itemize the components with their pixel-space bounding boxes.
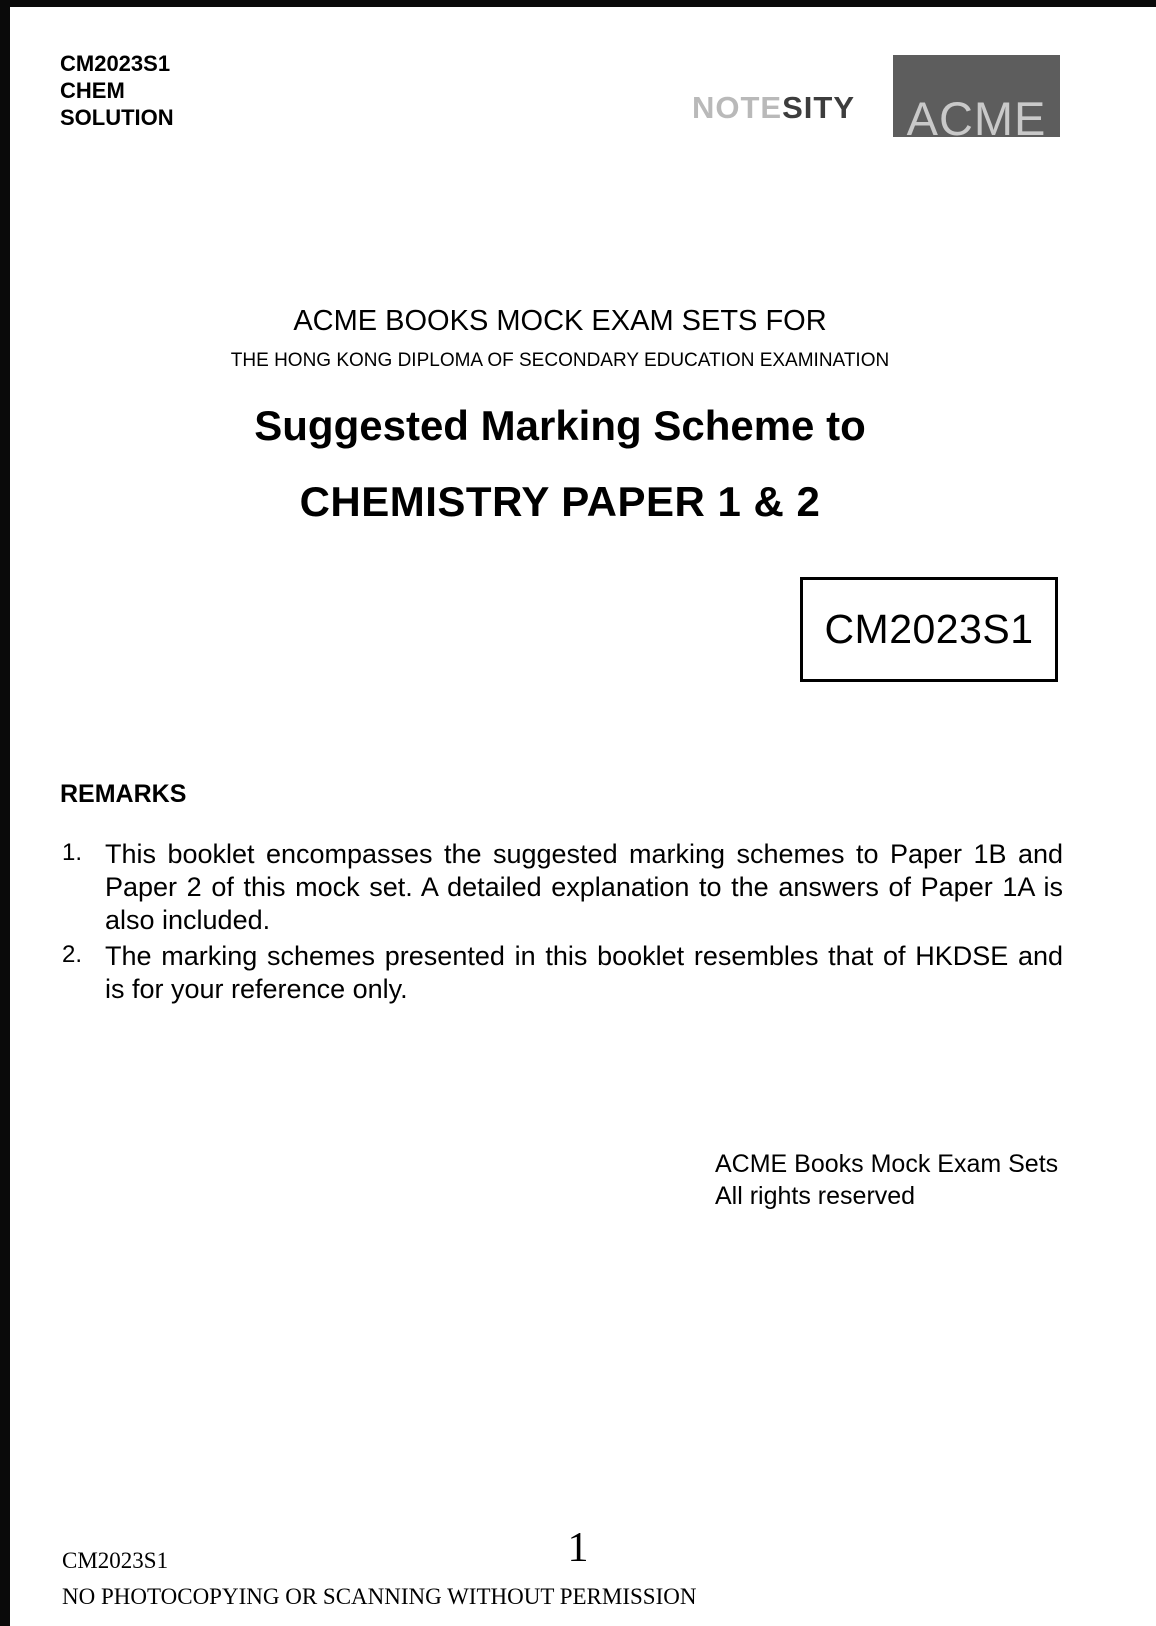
footer-copy-notice: NO PHOTOCOPYING OR SCANNING WITHOUT PERMISSION (62, 1584, 697, 1609)
page-number: 1 (567, 1525, 589, 1571)
copyright-line2: All rights reserved (715, 1182, 916, 1210)
acme-logo-text: ACME (906, 92, 1047, 137)
corner-code-line2: CHEM (60, 78, 125, 103)
title-subject: CHEMISTRY PAPER 1 & 2 (299, 478, 821, 525)
remarks-heading: REMARKS (60, 780, 187, 808)
scan-edge-left (0, 0, 10, 1626)
corner-code-line3: SOLUTION (60, 105, 174, 130)
title-block (60, 305, 1060, 526)
corner-code-block (60, 50, 174, 131)
notesity-logo-light: NOTE (692, 90, 783, 125)
exam-code-box (800, 577, 1058, 682)
copyright-block (715, 1148, 1058, 1212)
title-exam-name: THE HONG KONG DIPLOMA OF SECONDARY EDUCATION EXAMINATION (230, 350, 890, 371)
scan-edge-top (0, 0, 1156, 7)
title-marking-scheme: Suggested Marking Scheme to (254, 402, 866, 449)
remark-1-number: 1. (62, 839, 83, 866)
title-series: ACME BOOKS MOCK EXAM SETS FOR (293, 305, 827, 337)
acme-logo (893, 55, 1060, 137)
notesity-logo-dark: SITY (782, 90, 856, 125)
remark-1-text: This booklet encompasses the suggested marking schemes to Paper 1B and Paper 2 of this mock set. A detailed explanation to the answers of Paper 1A is also included. (105, 839, 1063, 935)
exam-code-text: CM2023S1 (824, 606, 1034, 652)
remark-item-1 (60, 838, 1063, 937)
notesity-logo (692, 90, 855, 126)
footer-code: CM2023S1 (62, 1548, 169, 1573)
remark-item-2 (60, 940, 1063, 1006)
remark-2-text: The marking schemes presented in this booklet resembles that of HKDSE and is for your reference only. (105, 941, 1063, 1004)
remark-2-number: 2. (62, 941, 83, 968)
copyright-line1: ACME Books Mock Exam Sets (715, 1150, 1059, 1178)
corner-code-line1: CM2023S1 (60, 51, 171, 76)
